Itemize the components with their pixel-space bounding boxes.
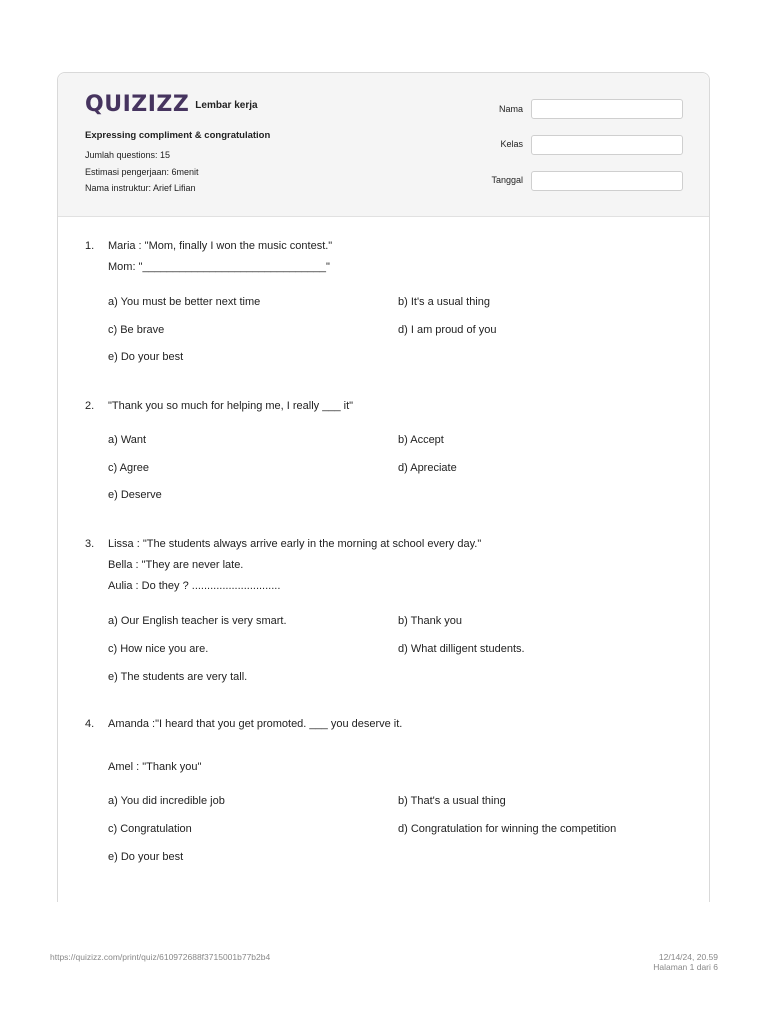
option-a: a) You did incredible job [108,795,225,807]
question-number: 3. [85,538,95,550]
question-count: Jumlah questions: 15 [85,150,171,160]
option-c: c) Be brave [108,324,165,336]
option-b: b) Thank you [398,615,463,627]
option-d: d) I am proud of you [398,324,497,336]
question-number: 2. [85,400,95,412]
class-label: Kelas [500,139,523,149]
question-text: Lissa : "The students always arrive early in the morning at school every day." [108,538,482,550]
option-e: e) Do your best [108,851,184,863]
option-a: a) Want [108,434,147,446]
name-label: Nama [498,104,523,114]
option-d: d) Apreciate [398,462,457,474]
option-a: a) You must be better next time [108,296,261,308]
question-text: Amanda :"I heard that you get promoted. ___ you deserve it. [108,718,403,730]
footer-url: https://quizizz.com/print/quiz/610972688f3715001b77b2b4 [50,952,271,962]
worksheet-header [58,73,709,217]
question-number: 1. [85,240,95,252]
footer-page-number: Halaman 1 dari 6 [653,962,718,972]
name-field[interactable] [531,99,683,119]
instructor-name: Nama instruktur: Arief Lifian [85,183,196,193]
worksheet-label: Lembar kerja [195,99,258,111]
question-text: Maria : "Mom, finally I won the music contest." [108,240,333,252]
logo-text: QUIZIZZ [85,92,190,117]
question-text: Mom: "______________________________" [108,261,330,273]
question-text: Amel : "Thank you" [108,761,202,773]
date-label: Tanggal [491,175,523,185]
question-text: Bella : "They are never late. [108,559,244,571]
quizizz-logo [85,94,258,116]
option-d: d) What dilligent students. [398,643,525,655]
estimated-time: Estimasi pengerjaan: 6menit [85,167,199,177]
option-a: a) Our English teacher is very smart. [108,615,287,627]
option-b: b) It's a usual thing [398,296,490,308]
question-number: 4. [85,718,95,730]
footer-datetime: 12/14/24, 20.59 [658,952,718,962]
worksheet-sheet [57,72,710,902]
option-e: e) Do your best [108,351,184,363]
class-field[interactable] [531,135,683,155]
quiz-title: Expressing compliment & congratulation [85,130,271,141]
footer-page-info [653,952,718,972]
option-c: c) Congratulation [108,823,192,835]
option-d: d) Congratulation for winning the competition [398,823,617,835]
date-field[interactable] [531,171,683,191]
question-text: Aulia : Do they ? ............................. [108,580,281,592]
option-e: e) Deserve [108,489,162,501]
option-e: e) The students are very tall. [108,671,248,683]
question-text: "Thank you so much for helping me, I really ___ it" [108,400,354,412]
option-c: c) How nice you are. [108,643,209,655]
option-c: c) Agree [108,462,149,474]
option-b: b) Accept [398,434,444,446]
option-b: b) That's a usual thing [398,795,506,807]
